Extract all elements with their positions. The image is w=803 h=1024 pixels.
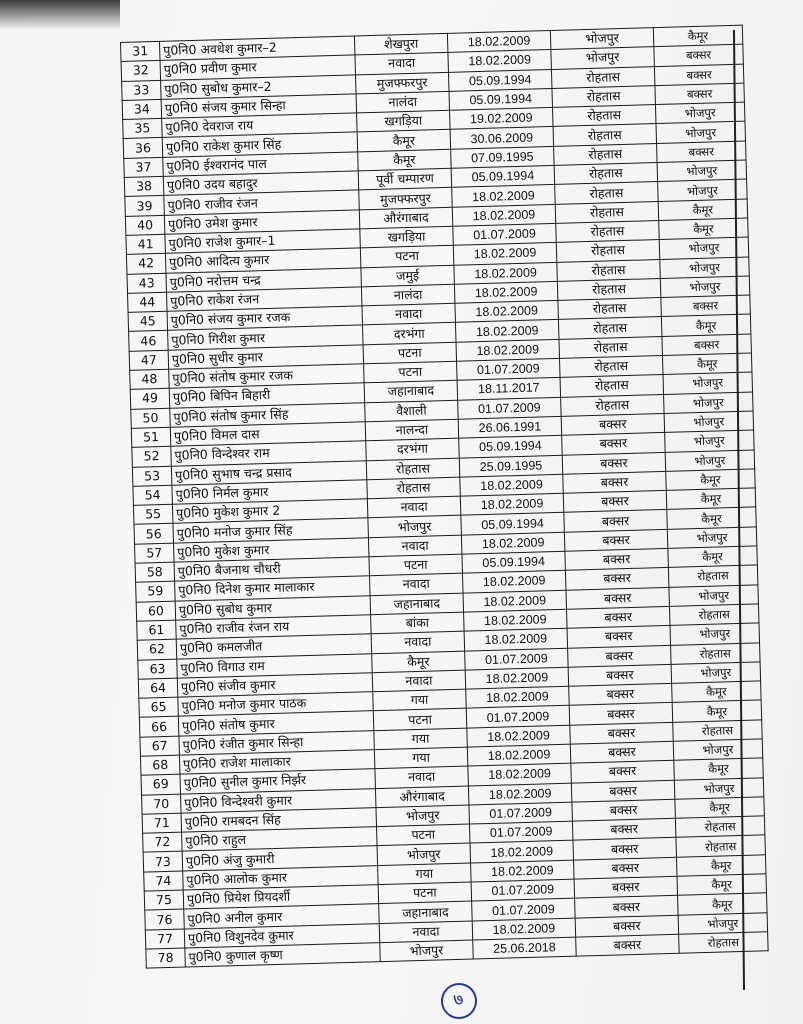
transfer-district-cell: रोहतास — [668, 565, 758, 587]
home-district-cell: मुजफ्फरपुर — [359, 188, 453, 210]
officer-name-cell: पु0नि0 सुधीर कुमार — [168, 345, 363, 370]
current-district-cell: रोहतास — [558, 298, 661, 320]
current-district-cell: रोहतास — [556, 220, 659, 242]
home-district-cell: खगड़िया — [360, 226, 454, 248]
transfer-district-cell: रोहतास — [673, 720, 763, 742]
current-district-cell: रोहतास — [553, 124, 656, 146]
home-district-cell: पटना — [378, 882, 472, 904]
home-district-cell: नालंदा — [356, 91, 450, 113]
serial-number-cell: 32 — [121, 61, 161, 81]
transfer-district-cell: भोजपुर — [665, 430, 755, 452]
transfer-district-cell: बक्सर — [661, 295, 751, 317]
officer-name-cell: पु0नि0 नरोत्तम चन्द्र — [166, 267, 361, 292]
officer-name-cell: पु0नि0 विन्देश्वर राम — [171, 441, 366, 466]
serial-number-cell: 62 — [137, 639, 177, 659]
officer-name-cell: पु0नि0 राजेश कुमार–1 — [165, 229, 360, 254]
transfer-district-cell: कैमूर — [672, 700, 762, 722]
joining-date-cell: 18.02.2009 — [454, 281, 557, 303]
home-district-cell: नवादा — [372, 670, 466, 692]
current-district-cell: बक्सर — [567, 626, 670, 648]
joining-date-cell: 18.02.2009 — [460, 474, 563, 496]
joining-date-cell: 18.02.2009 — [454, 262, 557, 284]
serial-number-cell: 75 — [144, 890, 184, 910]
officer-name-cell: पु0नि0 मुकेश कुमार 2 — [172, 499, 367, 524]
home-district-cell: गया — [374, 747, 468, 769]
joining-date-cell: 01.07.2009 — [472, 899, 575, 921]
joining-date-cell: 19.02.2009 — [450, 108, 553, 130]
officer-name-cell: पु0नि0 रामबदन सिंह — [181, 808, 376, 833]
serial-number-cell: 58 — [135, 562, 175, 582]
officer-name-cell: पु0नि0 राजेश मालाकार — [179, 750, 374, 775]
joining-date-cell: 07.09.1995 — [451, 146, 554, 168]
officer-name-cell: पु0नि0 ईश्वरानंद पाल — [163, 152, 358, 177]
joining-date-cell: 18.11.2017 — [457, 378, 560, 400]
serial-number-cell: 51 — [131, 427, 171, 447]
officer-name-cell: पु0नि0 मुकेश कुमार — [174, 537, 369, 562]
transfer-district-cell: बक्सर — [655, 83, 745, 105]
joining-date-cell: 05.09.1994 — [451, 166, 554, 188]
transfer-district-cell: भोजपुर — [664, 392, 754, 414]
transfer-district-cell: कैमूर — [675, 797, 765, 819]
serial-number-cell: 35 — [123, 119, 163, 139]
serial-number-cell: 57 — [135, 543, 175, 563]
current-district-cell: बक्सर — [564, 510, 667, 532]
transfer-district-cell: भोजपुर — [658, 179, 748, 201]
current-district-cell: बक्सर — [568, 645, 671, 667]
transfer-district-cell: भोजपुर — [667, 527, 757, 549]
joining-date-cell: 18.02.2009 — [470, 841, 573, 863]
joining-date-cell: 18.02.2009 — [456, 339, 559, 361]
serial-number-cell: 31 — [121, 41, 161, 61]
serial-number-cell: 56 — [134, 524, 174, 544]
home-district-cell: जहानाबाद — [364, 381, 458, 403]
serial-number-cell: 64 — [138, 678, 178, 698]
transfer-district-cell: भोजपुर — [655, 102, 745, 124]
serial-number-cell: 37 — [124, 157, 164, 177]
transfer-district-cell: बक्सर — [654, 44, 744, 66]
serial-number-cell: 55 — [133, 504, 173, 524]
transfer-district-cell: भोजपुर — [678, 912, 768, 934]
home-district-cell: औरंगाबाद — [359, 207, 453, 229]
transfer-district-cell: भोजपुर — [664, 411, 754, 433]
current-district-cell: बक्सर — [564, 529, 667, 551]
current-district-cell: बक्सर — [569, 683, 672, 705]
current-district-cell: रोहतास — [557, 259, 660, 281]
transfer-district-cell: कैमूर — [676, 855, 766, 877]
officer-table-body — [121, 25, 769, 968]
home-district-cell: नवादा — [367, 496, 461, 518]
transfer-district-cell: भोजपुर — [657, 160, 747, 182]
officer-name-cell: पु0नि0 सुबोध कुमार — [175, 595, 370, 620]
serial-number-cell: 61 — [137, 620, 177, 640]
serial-number-cell: 47 — [129, 350, 169, 370]
home-district-cell: भोजपुर — [368, 516, 462, 538]
officer-name-cell: पु0नि0 राकेश रंजन — [167, 287, 362, 312]
serial-number-cell: 43 — [127, 273, 167, 293]
officer-name-cell: पु0नि0 आलोक कुमार — [183, 865, 378, 890]
serial-number-cell: 44 — [128, 292, 168, 312]
current-district-cell: बक्सर — [572, 799, 675, 821]
home-district-cell: औरंगाबाद — [375, 786, 469, 808]
home-district-cell: नवादा — [368, 535, 462, 557]
officer-name-cell: पु0नि0 राकेश कुमार सिंह — [162, 132, 357, 157]
joining-date-cell: 18.02.2009 — [452, 204, 555, 226]
officer-name-cell: पु0नि0 मनोज कुमार सिंह — [173, 518, 368, 543]
officer-name-cell: पु0नि0 देवराज राय — [162, 113, 357, 138]
current-district-cell: रोहतास — [556, 240, 659, 262]
serial-number-cell: 72 — [143, 832, 183, 852]
joining-date-cell: 18.02.2009 — [463, 590, 566, 612]
home-district-cell: कैमूर — [358, 149, 452, 171]
joining-date-cell: 18.02.2009 — [447, 30, 550, 52]
serial-number-cell: 73 — [143, 852, 183, 872]
current-district-cell: रोहतास — [561, 394, 664, 416]
serial-number-cell: 40 — [125, 215, 165, 235]
home-district-cell: नवादा — [371, 631, 465, 653]
current-district-cell: रोहतास — [558, 317, 661, 339]
joining-date-cell: 01.07.2009 — [465, 648, 568, 670]
officer-name-cell: पु0नि0 कमलजीत — [176, 634, 371, 659]
current-district-cell: बक्सर — [575, 915, 678, 937]
joining-date-cell: 18.02.2009 — [461, 532, 564, 554]
officer-name-cell: पु0नि0 संतोष कुमार सिंह — [170, 402, 365, 427]
home-district-cell: पटना — [364, 361, 458, 383]
joining-date-cell: 18.02.2009 — [464, 628, 567, 650]
joining-date-cell: 01.07.2009 — [469, 802, 572, 824]
home-district-cell: गया — [373, 689, 467, 711]
current-district-cell: रोहतास — [560, 375, 663, 397]
officer-name-cell: पु0नि0 विन्देश्वरी कुमार — [181, 788, 376, 813]
current-district-cell: रोहतास — [557, 278, 660, 300]
current-district-cell: रोहतास — [559, 336, 662, 358]
home-district-cell: नवादा — [375, 766, 469, 788]
home-district-cell: दरभंगा — [363, 323, 457, 345]
current-district-cell: बक्सर — [562, 452, 665, 474]
current-district-cell: रोहतास — [554, 143, 657, 165]
current-district-cell: बक्सर — [563, 491, 666, 513]
home-district-cell: रोहतास — [366, 458, 460, 480]
officer-name-cell: पु0नि0 प्रियेश प्रियदर्शी — [183, 885, 378, 910]
current-district-cell: बक्सर — [566, 587, 669, 609]
joining-date-cell: 18.02.2009 — [471, 860, 574, 882]
officer-table — [120, 25, 746, 969]
officer-name-cell: पु0नि0 रंजीत कुमार सिन्हा — [179, 730, 374, 755]
page-number: ७ — [436, 978, 482, 1024]
home-district-cell: पटना — [377, 824, 471, 846]
joining-date-cell: 25.06.2018 — [473, 937, 576, 959]
joining-date-cell: 01.07.2009 — [471, 879, 574, 901]
joining-date-cell: 18.02.2009 — [467, 744, 570, 766]
home-district-cell: बांका — [371, 612, 465, 634]
officer-name-cell: पु0नि0 निर्मल कुमार — [172, 480, 367, 505]
serial-number-cell: 50 — [131, 408, 171, 428]
current-district-cell: बक्सर — [565, 548, 668, 570]
serial-number-cell: 54 — [133, 485, 173, 505]
officer-name-cell: पु0नि0 अनील कुमार — [184, 904, 379, 929]
officer-name-cell: पु0नि0 विमल दास — [170, 422, 365, 447]
home-district-cell: कैमूर — [357, 130, 451, 152]
officer-name-cell: पु0नि0 सुबोध कुमार–2 — [161, 75, 356, 100]
current-district-cell: रोहतास — [554, 163, 657, 185]
transfer-district-cell: भोजपुर — [663, 372, 753, 394]
officer-name-cell: पु0नि0 राजीव रंजन — [164, 190, 359, 215]
transfer-district-cell: रोहतास — [669, 604, 759, 626]
serial-number-cell: 65 — [139, 697, 179, 717]
officer-name-cell: पु0नि0 संजय कुमार रजक — [167, 306, 362, 331]
current-district-cell: बक्सर — [568, 664, 671, 686]
officer-name-cell: पु0नि0 विशुनदेव कुमार — [184, 923, 379, 948]
serial-number-cell: 42 — [126, 254, 166, 274]
joining-date-cell: 05.09.1994 — [461, 513, 564, 535]
serial-number-cell: 36 — [123, 138, 163, 158]
joining-date-cell: 18.02.2009 — [460, 493, 563, 515]
current-district-cell: बक्सर — [569, 703, 672, 725]
joining-date-cell: 05.09.1994 — [462, 551, 565, 573]
officer-name-cell: पु0नि0 संतोष कुमार — [178, 711, 373, 736]
joining-date-cell: 18.02.2009 — [455, 320, 558, 342]
home-district-cell: शेखपुरा — [354, 33, 448, 55]
transfer-district-cell: कैमूर — [662, 353, 752, 375]
current-district-cell: बक्सर — [575, 896, 678, 918]
joining-date-cell: 26.06.1991 — [458, 416, 561, 438]
joining-date-cell: 18.02.2009 — [464, 609, 567, 631]
home-district-cell: कैमूर — [372, 651, 466, 673]
serial-number-cell: 53 — [132, 466, 172, 486]
transfer-district-cell: कैमूर — [672, 681, 762, 703]
home-district-cell: भोजपुर — [380, 940, 474, 962]
officer-name-cell: पु0नि0 संतोष कुमार रजक — [169, 364, 364, 389]
serial-number-cell: 34 — [122, 99, 162, 119]
officer-name-cell: पु0नि0 राहुल — [182, 827, 377, 852]
serial-number-cell: 69 — [141, 774, 181, 794]
serial-number-cell: 38 — [124, 176, 164, 196]
transfer-district-cell: भोजपुर — [669, 585, 759, 607]
home-district-cell: पूर्वी चम्पारण — [358, 168, 452, 190]
home-district-cell: दरभंगा — [366, 438, 460, 460]
serial-number-cell: 63 — [138, 659, 178, 679]
officer-name-cell: पु0नि0 उमेश कुमार — [164, 210, 359, 235]
serial-number-cell: 45 — [128, 311, 168, 331]
current-district-cell: बक्सर — [572, 818, 675, 840]
serial-number-cell: 70 — [142, 794, 182, 814]
current-district-cell: बक्सर — [571, 780, 674, 802]
joining-date-cell: 18.02.2009 — [455, 301, 558, 323]
current-district-cell: बक्सर — [571, 761, 674, 783]
scan-shadow — [0, 0, 120, 30]
transfer-district-cell: बक्सर — [662, 334, 752, 356]
current-district-cell: बक्सर — [574, 876, 677, 898]
officer-name-cell: पु0नि0 विगाउ राम — [177, 653, 372, 678]
transfer-district-cell: बक्सर — [654, 64, 744, 86]
current-district-cell: भोजपुर — [551, 47, 654, 69]
serial-number-cell: 60 — [136, 601, 176, 621]
serial-number-cell: 68 — [140, 755, 180, 775]
transfer-district-cell: भोजपुर — [656, 122, 746, 144]
officer-name-cell: पु0नि0 सुभाष चन्द्र प्रसाद — [171, 460, 366, 485]
current-district-cell: रोहतास — [551, 66, 654, 88]
officer-name-cell: पु0नि0 दिनेश कुमार मालाकार — [175, 576, 370, 601]
serial-number-cell: 78 — [146, 948, 186, 968]
serial-number-cell: 74 — [144, 871, 184, 891]
transfer-district-cell: रोहतास — [675, 816, 765, 838]
serial-number-cell: 77 — [145, 929, 185, 949]
joining-date-cell: 01.07.2009 — [458, 397, 561, 419]
home-district-cell: भोजपुर — [376, 805, 470, 827]
officer-name-cell: पु0नि0 संजीव कुमार — [177, 673, 372, 698]
joining-date-cell: 18.02.2009 — [467, 725, 570, 747]
transfer-district-cell: कैमूर — [677, 874, 767, 896]
home-district-cell: नालंदा — [361, 284, 455, 306]
serial-number-cell: 52 — [132, 446, 172, 466]
home-district-cell: पटना — [373, 708, 467, 730]
serial-number-cell: 67 — [140, 736, 180, 756]
transfer-district-cell: कैमूर — [661, 314, 751, 336]
joining-date-cell: 18.02.2009 — [452, 185, 555, 207]
joining-date-cell: 01.07.2009 — [457, 358, 560, 380]
transfer-district-cell: कैमूर — [668, 546, 758, 568]
transfer-district-cell: रोहतास — [671, 642, 761, 664]
serial-number-cell: 71 — [142, 813, 182, 833]
transfer-district-cell: बक्सर — [657, 141, 747, 163]
joining-date-cell: 18.02.2009 — [462, 571, 565, 593]
current-district-cell: बक्सर — [573, 838, 676, 860]
transfer-district-cell: भोजपुर — [670, 623, 760, 645]
transfer-district-cell: कैमूर — [666, 488, 756, 510]
home-district-cell: पटना — [360, 246, 454, 268]
officer-name-cell: पु0नि0 प्रवीण कुमार — [160, 55, 355, 80]
joining-date-cell: 18.02.2009 — [453, 243, 556, 265]
officer-name-cell: पु0नि0 बिपिन बिहारी — [169, 383, 364, 408]
officer-name-cell: पु0नि0 अवधेश कुमार–2 — [159, 36, 354, 61]
transfer-district-cell: कैमूर — [659, 218, 749, 240]
officer-name-cell: पु0नि0 उदय बहादुर — [163, 171, 358, 196]
transfer-district-cell: कैमूर — [653, 25, 743, 47]
home-district-cell: पटना — [363, 342, 457, 364]
current-district-cell: बक्सर — [576, 934, 679, 956]
current-district-cell: रोहतास — [553, 105, 656, 127]
transfer-district-cell: भोजपुर — [674, 777, 764, 799]
joining-date-cell: 01.07.2009 — [453, 223, 556, 245]
serial-number-cell: 48 — [130, 369, 170, 389]
joining-date-cell: 18.02.2009 — [466, 686, 569, 708]
officer-name-cell: पु0नि0 कुणाल कृष्ण — [185, 943, 380, 968]
serial-number-cell: 49 — [130, 389, 170, 409]
current-district-cell: रोहतास — [555, 201, 658, 223]
transfer-district-cell: कैमूर — [678, 893, 768, 915]
current-district-cell: बक्सर — [563, 471, 666, 493]
home-district-cell: नालन्दा — [365, 419, 459, 441]
home-district-cell: नवादा — [362, 303, 456, 325]
transfer-district-cell: कैमूर — [667, 507, 757, 529]
current-district-cell: बक्सर — [562, 433, 665, 455]
home-district-cell: जहानाबाद — [370, 593, 464, 615]
transfer-district-cell: भोजपुर — [671, 662, 761, 684]
joining-date-cell: 18.02.2009 — [472, 918, 575, 940]
serial-number-cell: 39 — [125, 196, 165, 216]
home-district-cell: जमुई — [361, 265, 455, 287]
officer-name-cell: पु0नि0 राजीव रंजन राय — [176, 615, 371, 640]
current-district-cell: बक्सर — [561, 413, 664, 435]
serial-number-cell: 41 — [126, 234, 166, 254]
joining-date-cell: 01.07.2009 — [469, 821, 572, 843]
current-district-cell: बक्सर — [565, 568, 668, 590]
home-district-cell: वैशाली — [365, 400, 459, 422]
transfer-district-cell: कैमूर — [674, 758, 764, 780]
officer-name-cell: पु0नि0 अंजु कुमारी — [182, 846, 377, 871]
joining-date-cell: 25.09.1995 — [459, 455, 562, 477]
home-district-cell: गया — [378, 863, 472, 885]
home-district-cell: भोजपुर — [377, 844, 471, 866]
serial-number-cell: 46 — [129, 331, 169, 351]
current-district-cell: भोजपुर — [550, 28, 653, 50]
serial-number-cell: 66 — [139, 717, 179, 737]
transfer-district-cell: भोजपुर — [660, 257, 750, 279]
transfer-district-cell: कैमूर — [658, 199, 748, 221]
officer-name-cell: पु0नि0 बैजनाथ चौधरी — [174, 557, 369, 582]
home-district-cell: नवादा — [355, 53, 449, 75]
current-district-cell: रोहतास — [555, 182, 658, 204]
home-district-cell: नवादा — [379, 921, 473, 943]
transfer-district-cell: भोजपुर — [659, 237, 749, 259]
serial-number-cell: 76 — [145, 909, 185, 929]
transfer-district-cell: रोहतास — [676, 835, 766, 857]
current-district-cell: बक्सर — [574, 857, 677, 879]
joining-date-cell: 05.09.1994 — [448, 69, 551, 91]
current-district-cell: रोहतास — [552, 85, 655, 107]
officer-name-cell: पु0नि0 मनोज कुमार पाठक — [178, 692, 373, 717]
transfer-district-cell: भोजपुर — [673, 739, 763, 761]
transfer-district-cell: कैमूर — [666, 469, 756, 491]
home-district-cell: जहानाबाद — [379, 901, 473, 923]
home-district-cell: गया — [374, 728, 468, 750]
home-district-cell: रोहतास — [367, 477, 461, 499]
home-district-cell: पटना — [369, 554, 463, 576]
joining-date-cell: 18.02.2009 — [465, 667, 568, 689]
home-district-cell: मुजफ्फरपुर — [356, 72, 450, 94]
home-district-cell: नवादा — [370, 573, 464, 595]
joining-date-cell: 01.07.2009 — [466, 706, 569, 728]
serial-number-cell: 33 — [122, 80, 162, 100]
home-district-cell: खगड़िया — [357, 111, 451, 133]
transfer-district-cell: रोहतास — [679, 932, 769, 954]
transfer-district-cell: भोजपुर — [665, 449, 755, 471]
officer-name-cell: पु0नि0 आदित्य कुमार — [165, 248, 360, 273]
joining-date-cell: 30.06.2009 — [450, 127, 553, 149]
officer-name-cell: पु0नि0 संजय कुमार सिन्हा — [161, 94, 356, 119]
joining-date-cell: 18.02.2009 — [468, 763, 571, 785]
joining-date-cell: 05.09.1994 — [459, 436, 562, 458]
current-district-cell: बक्सर — [567, 606, 670, 628]
current-district-cell: रोहतास — [560, 356, 663, 378]
current-district-cell: बक्सर — [570, 722, 673, 744]
officer-name-cell: पु0नि0 गिरीश कुमार — [168, 325, 363, 350]
joining-date-cell: 05.09.1994 — [449, 88, 552, 110]
officer-name-cell: पु0नि0 सुनील कुमार निर्झर — [180, 769, 375, 794]
transfer-district-cell: भोजपुर — [660, 276, 750, 298]
serial-number-cell: 59 — [136, 581, 176, 601]
joining-date-cell: 18.02.2009 — [448, 50, 551, 72]
current-district-cell: बक्सर — [570, 741, 673, 763]
joining-date-cell: 18.02.2009 — [468, 783, 571, 805]
